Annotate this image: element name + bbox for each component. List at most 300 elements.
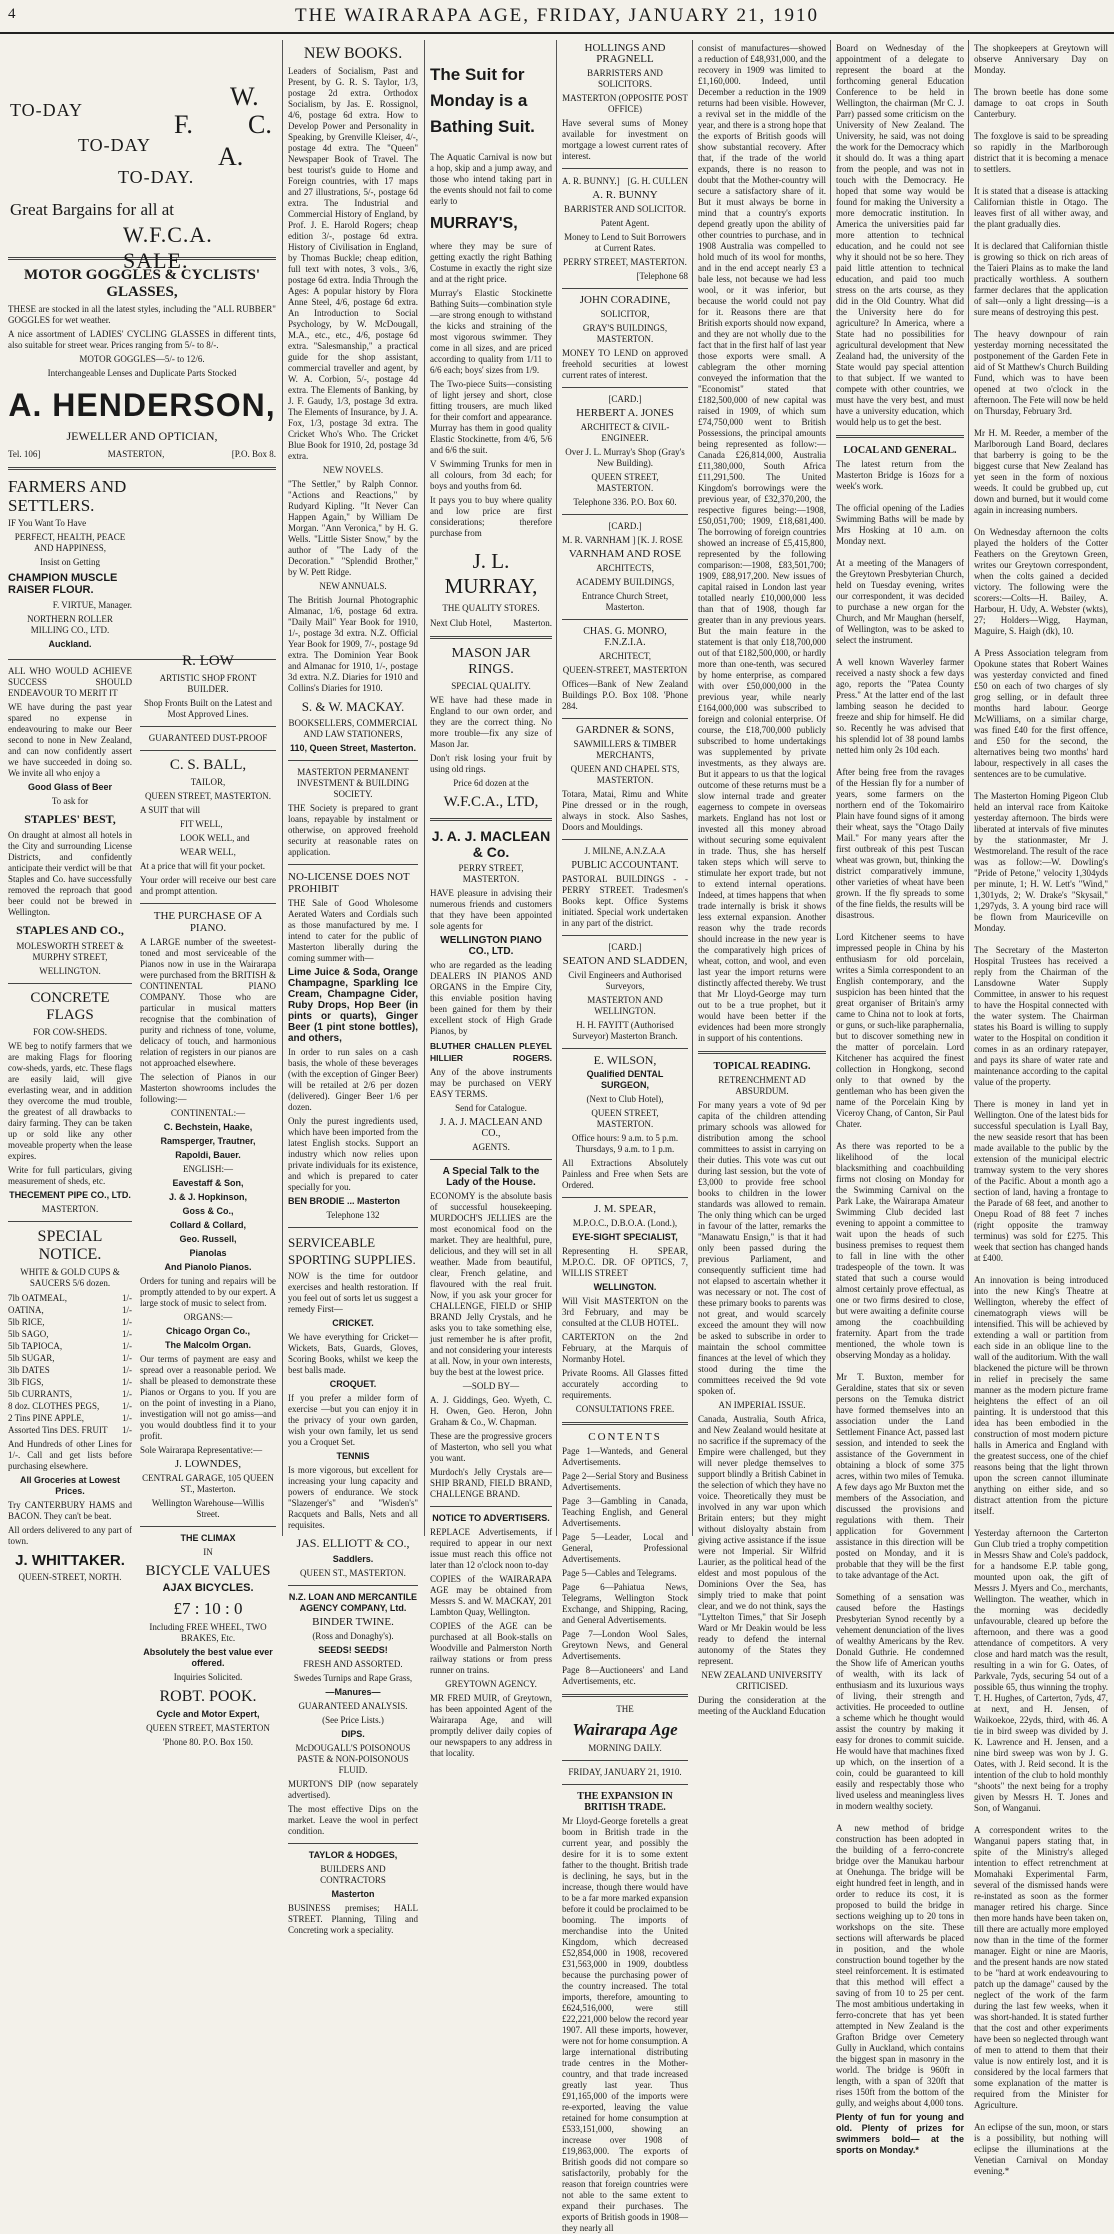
dealers-text: who are regarded as the leading DEALERS IN PIANOS AND ORGANS in the Empire City, this enviable position having been gained for them by their excellent stock of High Grade Pianos, by [430,960,552,1036]
maclean-agents: J. A. J. MACLEAN AND CO., [439,1117,543,1139]
column-rule [968,40,969,1536]
grocery-row [8,1316,132,1328]
instruments-text: Any of the above instruments may be purchased on VERY EASY TERMS. [430,1067,552,1099]
private-text: Private Rooms. All Glasses fitted accurately according to requirements. [562,1368,688,1400]
column-6 [836,40,964,2155]
whittaker-ad [8,1228,132,1583]
mason-sub: SPECIAL QUALITY. [451,681,531,691]
maker-line: Rapoldi, Bauer. [175,1150,241,1160]
wellington-piano: WELLINGTON PIANO CO., LTD. [440,935,542,957]
in-text: IN [203,1547,213,1557]
grocery-row [8,1424,132,1436]
bicycle-values: BICYCLE VALUES [145,1563,271,1579]
column-rule [282,40,283,1536]
drinks-list: Lime Juice & Soda, Orange Champagne, Sparkling Ice Cream, Champagne Cider, Ruby Drops, Hop Beer (in pints or quarts), Ginger Beer (1 pint stone bottles), and others, [288,967,418,1044]
low-name: R. LOW [182,653,234,669]
academy-text: ACADEMY BUILDINGS, [575,577,675,587]
pays-text: It pays you to buy where quality and low price are first considerations; therefore purchase from [430,495,552,538]
morning-daily: MORNING DAILY. [588,1743,662,1753]
representing-text: Representing H. SPEAR, M.P.O.C. DR. OF OPTICS, 7, WILLIS STREET [562,1246,688,1278]
ball-ad [140,757,276,897]
manures-heading: —Manures— [325,1687,381,1697]
suit-line: WEAR WELL, [180,847,236,857]
dips-heading: DIPS. [341,1729,365,1739]
wfca-letter: F. [174,110,193,139]
ball-address: QUEEN STREET, MASTERTON. [144,791,272,801]
books-heading: NEW BOOKS. [303,45,403,62]
business-text: BUSINESS premises; HALL STREET. Planning, Tiling and Concreting work a speciality. [288,1903,418,1935]
jones-street: QUEEN STREET, MASTERTON. [591,472,659,493]
suit-line: FIT WELL, [180,819,223,829]
grocery-price: 1/- [122,1317,132,1327]
grocery-row [8,1412,132,1424]
column-rule [830,40,831,1536]
spear-wellington: WELLINGTON. [593,1282,657,1292]
brand-name: BLUTHER [430,1041,471,1051]
pook-name: ROBT. POOK. [159,1688,257,1705]
croquet-label: CROQUET. [329,1379,377,1389]
card-label: [CARD.] [608,521,642,531]
retrenchment-heading: RETRENCHMENT AD ABSURDUM. [718,1075,806,1096]
pook-ad [140,1533,276,1748]
piano-ad [140,910,276,1520]
grocery-row [8,1304,132,1316]
coradine-name: JOHN CORADINE, [579,294,671,306]
low-sub: ARTISTIC SHOP FRONT BUILDER. [159,673,257,694]
today-heading: TO-DAY [10,100,84,120]
grocery-price: 1/- [122,1425,132,1435]
seaton-address: MASTERTON AND WELLINGTON. [587,995,663,1016]
suit-monday-heading: The Suit for Monday is a Bathing Suit. [430,65,535,136]
builders-town: Masterton [331,1889,375,1899]
cement-company: THECEMENT PIPE CO., LTD. [9,1190,131,1200]
outdoor-text: NOW is the time for outdoor exercises and health restoration. If you feel out of sorts let us suggest a remedy First— [288,1271,418,1314]
pastoral-text: PASTORAL BUILDINGS - - PERRY STREET. Tradesmen's Books kept. Office Systems initiated. Special work undertaken in any part of the district. [562,874,688,928]
jones-address: Over J. L. Murray's Shop (Gray's New Building). [565,447,685,468]
two-piece-text: The Two-piece Suits—consisting of light jersey and short, close fitting trousers, are much liked for their comfort and appearance. Murray has them in good quality Elastic Stockinette, from 4/6, 5/6 and 6/6 the suit. [430,379,552,455]
concrete-write: Write for full particulars, giving measurement of sheds, etc. [8,1165,132,1186]
croquet-text: If you prefer a milder form of exercise —but you can enjoy it in the privacy of your own garden, wish your own family, let us send you a Croquet Set. [288,1393,418,1447]
contents-item: Page 6—Pahiatua News, Telegrams, Wellington Stock Exchange, and Shipping, Racing, and General Advertisements. [562,1582,688,1625]
murdoch-text: Murdoch's Jelly Crystals are—SHIP BRAND, FIELD BRAND, CHALLENGE BRAND. [430,1467,552,1499]
wilson-name: E. WILSON, [593,1053,657,1067]
low-text: Shop Fronts Built on the Latest and Most Approved Lines. [144,698,272,719]
grocery-item: 5lb TAPIOCA, [8,1341,63,1351]
cash-basis: In order to run sales on a cash basis, the whole of these beverages (with the exception of Ginger Beer) will be retailed at 2/6 per dozen (delivered). Ginger Beer 1/6 per dozen. [288,1047,418,1112]
maker-line: J. & J. Hopkinson, [168,1192,247,1202]
telephone-number: Tel. 106] [8,449,41,459]
piano-text: A LARGE number of the sweetest-toned and most serviceable of the Pianos now in use in the Wairarapa were purchased from the BRITISH & CONTINENTAL PIANO COMPANY. Those who are particular in musical matters recognise that the combination of purity and richness of tone, volume, delicacy of touch, and harmonious relation of registers in our pianos are not approached elsewhere. [140,937,276,1068]
jl-murray-name: J. L. MURRAY, [444,549,538,598]
cups-text: WHITE & GOLD CUPS & SAUCERS 5/6 dozen. [20,1267,120,1288]
eyesight-specialist: EYE-SIGHT SPECIALIST, [572,1232,678,1242]
cow-sheds-text: FOR COW-SHEDS. [32,1027,107,1037]
mason-heading: MASON JAR RINGS. [451,646,531,677]
ajax-bicycles: AJAX BICYCLES. [162,1582,254,1594]
copies-text: COPIES of the WAIRARAPA AGE may be obtained from Messrs S. and W. MACKAY, 201 Lambton Quay, Wellington. [430,1574,552,1617]
contents-item: Page 3—Gambling in Canada, Teaching English, and General Advertisements. [562,1496,688,1528]
card-label: [CARD.] [608,394,642,404]
wfca-letter: W. [230,82,259,111]
dust-proof: GUARANTEED DUST-PROOF [148,733,268,743]
accountant-text: PUBLIC ACCOUNTANT. [571,860,679,871]
whittaker-name: J. WHITTAKER. [15,1552,125,1569]
gray-buildings: GRAY'S BUILDINGS, MASTERTON. [582,323,668,344]
fresh-text: FRESH AND ASSORTED. [303,1659,403,1669]
special-notice-heading: SPECIAL NOTICE. [37,1228,103,1263]
grocery-price: 1/- [122,1413,132,1423]
totara-text: Totara, Matai, Rimu and White Pine dressed or in the rough, always in stock. Also Sashes, Doors and Mouldings. [562,789,688,832]
newspaper-title: THE WAIRARAPA AGE, FRIDAY, JANUARY 21, 1910 [295,5,819,26]
hollings-name: HOLLINGS AND PRAGNELL [584,42,666,65]
column-7 [974,40,1108,2176]
organ-line: Chicago Organ Co., [165,1326,250,1336]
warehouse-text: Wellington Warehouse—Willis Street. [151,1498,265,1519]
cullen-name: [G. H. CULLEN [627,176,688,186]
achieve-heading: ALL WHO WOULD ACHIEVE SUCCESS SHOULD ENDEAVOUR TO MERIT IT [8,666,132,698]
grocery-item: 5lb SAGO, [8,1329,49,1339]
contents-item: Page 7—London Wool Sales, Greytown News, and General Advertisements. [562,1629,688,1661]
grocery-item: 3lb FIGS, [8,1377,44,1387]
po-box: [P.O. Box 8. [231,449,276,459]
tennis-text: Is more vigorous, but excellent for increasing your lung capacity and powers of endurance. We stock "Slazenger's" and "Wisden's" Racquets and Balls, Nets and all requisites. [288,1465,418,1530]
lowndes-address: CENTRAL GARAGE, 105 QUEEN ST., Masterton. [142,1473,274,1494]
maclean-name: J. A. J. MACLEAN & Co. [431,828,551,860]
grocery-price: 1/- [122,1293,132,1303]
cement-town: MASTERTON. [41,1204,99,1214]
seeds-heading: SEEDS! SEEDS! [318,1645,388,1655]
trunks-text: V Swimming Trunks for men in all colours, from 3d each; for boys and youths from 6d. [430,459,552,491]
maker-line: And Pianolo Pianos. [164,1262,252,1272]
champion-flour: CHAMPION MUSCLE RAISER FLOUR. [8,572,118,596]
goggles-heading: MOTOR GOGGLES & CYCLISTS' GLASSES, [23,267,261,300]
pook-address: QUEEN STREET, MASTERTON [146,1723,270,1733]
opposite-text: MASTERTON (OPPOSITE POST OFFICE) [562,93,688,114]
contents-item: Page 5—Cables and Telegrams. [562,1568,677,1578]
replace-text: REPLACE Advertisements, if required to appear in our next issue must reach this office not later than 12 o'clock noon to-day [430,1527,552,1570]
great-bargains: Great Bargains for all at [10,200,174,219]
concrete-text: WE beg to notify farmers that we are making Flags for flooring cow-sheds, yards, etc. These flags are easily laid, will give everlasting wear, and in addition they overcome the mud trouble, the greatest of all drawbacks to dairy farming. They can be taken up or sold like any other moveable property when the lease expires. [8,1041,132,1161]
mackay-address: 110, Queen Street, Masterton. [289,743,417,753]
grocery-item: 8 doz. CLOTHES PEGS, [8,1401,100,1411]
lenses-text: Interchangeable Lenses and Duplicate Parts Stocked [47,368,237,378]
canterbury-text: Try CANTERBURY HAMS and BACON. They can't be beat. [8,1500,132,1521]
grocery-price: 1/- [122,1305,132,1315]
novels-heading: NEW NOVELS. [322,465,384,475]
extractions-text: All Extractions Absolutely Painless and Free when Sets are Ordered. [562,1158,688,1190]
brand-name: PLEYEL [518,1041,552,1051]
molesworth-address: MOLESWORTH STREET & MURPHY STREET, [16,941,124,962]
suit-line: LOOK WELL, and [180,833,250,843]
organs-label: ORGANS:— [183,1312,233,1322]
continental-label: CONTINENTAL:— [170,1108,246,1118]
wfca-letter: C. [248,110,272,139]
topical-heading: TOPICAL READING. [713,1061,811,1072]
brodie-telephone: Telephone 132 [326,1210,380,1220]
grocery-row [8,1376,132,1388]
building-text: THE Society is prepared to grant loans, repayable by instalment or otherwise, on approved freehold security at reasonable rates on application. [288,803,418,857]
delivered-text: All orders delivered to any part of town. [8,1525,132,1546]
goggles-text: THESE are stocked in all the latest styles, including the "ALL RUBBER" GOGGLES for wet weather. [8,304,276,325]
grocery-item: 5lb SUGAR, [8,1353,55,1363]
sawmillers-text: SAWMILLERS & TIMBER MERCHANTS, [573,739,677,760]
pook-phone: 'Phone 80. P.O. Box 150. [162,1737,254,1747]
milne-name: J. MILNE, A.N.Z.A.A [584,846,666,856]
university-continued: Board on Wednesday of the appointment of a delegate to represent the board at the forthcoming general Education Conference to be held in Wellington, the chairman (Mr C. J. Parr) passed some criticism on the University of New Zealand. The University, he said, was not doing the work for the Democracy which it should do. It was a thing apart from the people, and was not in touch with the Democracy. He hoped that some way would be found for making the University a more democratic institution. In America the universities paid far more attention to technical education, and he could not see why it should not be so here. They paid little attention to technical education, and paid too much stress on the arts course, as they did in the Old Country. What did the University here do for agriculture? In America, where a State had no possibilities for agricultural development that New Zealand had, the university of the State would pay special attention to that subject. If we wanted to compete with other countries, we must have the very best, and must have a university education, which would help us to get the best. [836,43,964,427]
goggles-price: MOTOR GOGGLES—5/- to 12/6. [79,354,205,364]
solicitor-text: SOLICITOR, [600,309,650,319]
architects-text: ARCHITECTS, [596,563,654,573]
maker-line: C. Bechstein, Haake, [163,1122,253,1132]
today-heading: TO-DAY. [118,167,195,187]
grocery-item: 5lb CURRANTS, [8,1389,73,1399]
catalogue-text: Send for Catalogue. [455,1103,527,1113]
wellington-text: WELLINGTON. [39,966,101,976]
queen-chapel: QUEEN AND CHAPEL STS, MASTERTON. [570,764,680,785]
binder-sub: (Ross and Donaghy's). [312,1631,394,1641]
elliott-name: JAS. ELLIOTT & CO., [296,1536,410,1550]
monro-address: QUEEN-STREET, MASTERTON [562,665,688,675]
english-label: ENGLISH:— [183,1164,233,1174]
jones-telephone: Telephone 336. P.O. Box 60. [573,497,677,507]
contents-item: Page 5—Leader, Local and General, Professional Advertisements. [562,1532,688,1564]
effective-text: The most effective Dips on the market. Leave the wool in perfect condition. [288,1804,418,1836]
grocery-item: OATINA, [8,1305,44,1315]
column-rule [424,40,425,1536]
auckland-text: Auckland. [48,639,92,649]
grocery-row [8,1400,132,1412]
british-trade-heading: THE EXPANSION IN BRITISH TRADE. [577,1791,673,1813]
jeweller-text: JEWELLER AND OPTICIAN, [66,429,218,443]
column-rule [556,40,557,1536]
local-news-text: The shopkeepers at Greytown will observe Anniversary Day on Monday. The brown beetle has done some damage to oat crops in South Canterbury. The foxglove is said to be spreading so rapidly in the Marlborough district that it is becoming a menace to settlers. It is stated that a disease is attacking Californian thistle in Otago. The leaves first of all wither away, and the plant gradually dies. It is declared that Californian thistle is growing so thick on rich areas of the Taieri Plains as to make the land practically worthless. A southern farmer declares that the application of salt—only a light dressing—is a sure means of destroying this pest. The heavy downpour of rain yesterday morning necessitated the postponement of the Garden Fete in aid of St Matthew's Church Building Fund, which was to have been opened at two o'clock in the afternoon. The Fete will now be held on Thursday, February 3rd. Mr H. M. Reeder, a member of the Marlborough Land Board, declares that barberry is going to be the biggest curse that New Zealand has yet seen in the form of noxious weeds. It could be grubbed up, cut down and burned, but it would come again in increasing numbers. On Wednesday afternoon the colts played the holders of the Cotter Feathers on the Greytown Green, writes our Greytown correspondent, when the colts gained a decided victory. The following were the scorers:—Colts—H. Bailey, A. Harbour, H. Udy, A. Webster (wkts), 27; Holders—Wigg, Hayman, Maguire, S. Haigh (dk), 10. A Press Association telegram from Opokune states that Robert Waines was yesterday convicted and fined £50 on each of two charges of sly grog selling, or in default three months hard labour. George McWilliams, on a similar charge, was fined £40 for the first offence, and £50 for the second, the alternatives being two months' hard labour, respectively in all cases the sentences are to be cumulative. The Masterton Homing Pigeon Club held an interval race from Kaitoke yesterday afternoon. The birds were liberated at intervals of five minutes by the stationmaster, Mr J. Westmoreland. The result of the race was as follow:—W. Dowling's "Pride of Petone," velocity 1,304yds per minute, 1; H. W. Lett's "Wind," 1,301yds, 2; W. Drake's "Skysail," 1,297yds, 3. A young bird race will be flown from Mauriceville on Monday. The Secretary of the Masterton Hospital Trustees has received a reply from the Chairman of the Lansdowne Water Supply Committee, in answer to his request to have the Hospital connected with the water system. The Chairman states his Board is willing to supply water to the Hospital on condition it comes in as an ordinary ratepayer, and pays its share of water rate and maintenance according to the capital value of the property. There is money in land yet in Wellington. One of the latest bids for successful speculation is Lyall Bay, the new seaside resort that has been made available to the public by the extension of the municipal electric tramway system to the very shores of the Pacific. About a month ago a section of land, having a frontage to the Parade of 68 feet, and another to Onepu Road of 88 feet 7 inches (right opposite the tramway terminus) was sold for £275. This week that section has changed hands at £400. An innovation is being introduced into the new King's Theatre at Wellington, whereby the effect of cinematograph views will be intensified. This will be achieved by extending a wall or partition from each side in an oblique line to the wall of the auditorium. With the wall blackened the picture will be thrown in relief in precisely the same manner as the modern picture frame heightens the effect of an oil painting. It is understood that this idea has been embodied in the construction of most modern picture halls in America and England with the greatest success, one of the chief reasons being that the light thrown upon the screen cannot illuminate anything on either side, and so distract attention from the picture itself. Yesterday afternoon the Carterton Gun Club tried a trophy competition in Messrs Shaw and Cole's paddock, for a handsome E.P. table gong, mounted upon oak, the gift of Messrs J. Myers and Co., merchants, Wellington. The weather, which in the morning was decidedly unfavourable, cleared up before the afternoon, and there was a good attendance of competitors. A very close and hard match was the result, resulting in a win for G. Oates, of Parkvale, 7yds, securing 54 out of a possible 65, thus winning the trophy. T. H. Hughes, of Carterton, 7yds, 47, at next, and H. Jensen, of Waikoekoe, 22yds, third, with 46. A tie in bird sweep was divided by J. K. Lawrence and H. Jensen, and a nine bird sweep was won by J. G. Oates, with J. Reid second. It is the intention of the club to hold monthly "shoots" the next being for a trophy given by Messrs H. T. Jones and Son, of Wanganui. A correspondent writes to the Wanganui papers stating that, in spite of the Ministry's alleged intention to effect retrenchment at Momahaki Experimental Farm, several of the dismissed hands were re-instated as soon as the former manager retired his charge. Since then more hands have been taken on, till there are actually more employed now than in the time of the former manager. Eight or nine are Maoris, and the present hands are now stated to be "hard at work endeavouring to patch up the damage" caused by the neglect of the work of the farm during the last few weeks, when it was short-handed. It is stated further that the cost and other experiments have been so neglected through want of men to attend to them that their value is now entirely lost, and it is considered by the local farmers that some explanation of the matter is required from the Minister for Agriculture. An eclipse of the sun, moon, or stars is a possibility, but nothing will eclipse the illuminations at the Venetian Carnival on Monday evening.* [974,43,1108,2176]
paper-the: THE [616,1704,634,1714]
annuals-heading: NEW ANNUALS. [319,581,387,591]
brand-name: CHALLEN [474,1041,516,1051]
low-ad [140,653,276,744]
grocery-row [8,1292,132,1304]
civil-text: Civil Engineers and Authorised Surveyors, [568,970,682,991]
sellers-list: A. J. Giddings, Geo. Wyeth, C. H. Owen, Geo. Heron, John Graham & Co., W. Chapman. [430,1395,552,1427]
builders-text: BUILDERS AND CONTRACTORS [320,1864,386,1885]
milling-company: NORTHERN ROLLER MILLING CO., LTD. [27,614,113,635]
grocery-price: 1/- [122,1377,132,1387]
ajax-price: £7 : 10 : 0 [173,1599,243,1618]
next-club: Next Club Hotel, [430,618,492,628]
sold-by: —SOLD BY— [462,1381,520,1391]
issue-date: FRIDAY, JANUARY 21, 1910. [568,1767,682,1777]
grocery-row [8,1364,132,1376]
concrete-ad [8,990,132,1215]
loan-agency-ad [288,1592,418,1837]
mackay-sub: BOOKSELLERS, COMMERCIAL AND LAW STATIONERS, [288,718,418,739]
office-hours: Office hours: 9 a.m. to 5 p.m. Thursdays, 9 a.m. to 1 p.m. [571,1133,679,1154]
tuning-text: Orders for tuning and repairs will be promptly attended to by our expert. A large stock of music to select from. [140,1276,276,1308]
grocery-item: 3lb DATES [8,1365,50,1375]
swedes-text: Swedes Turnips and Rape Grass, [293,1673,413,1683]
grocery-item: 5lb RICE, [8,1317,45,1327]
whittaker-address: QUEEN-STREET, NORTH. [18,1572,122,1582]
murrays-name: MURRAY'S, [430,215,518,232]
paper-name: Wairarapa Age [572,1720,678,1739]
column-3 [430,40,552,1758]
maker-line: Ramsperger, Trautner, [160,1136,256,1146]
to-ask: To ask for [51,796,89,806]
ball-order: Your order will receive our best care and prompt attention. [140,875,276,896]
contents-heading: CONTENTS [588,1431,662,1443]
including-text: Including FREE WHEEL, TWO BRAKES, Etc. [149,1622,267,1643]
bunny-heading: A. R. BUNNY [592,189,658,201]
good-glass: Good Glass of Beer [27,782,113,792]
wfca-ltd: W.F.C.A., LTD, [443,794,539,810]
spear-name: J. M. SPEAR, [593,1203,657,1215]
economy-text: ECONOMY is the absolute basis of successful housekeeping. MURDOCH'S JELLIES are the most economical food on the market. They are healthful, pure, delicious, and they will set in all weather. Made from beautiful, clear, French gelatine, and flavoured with the real fruit. Now, if you ask your grocer for CHALLENGE, FIELD or SHIP BRAND Jelly Crystals, and he asks you to take something else, just remember he is after profit, and not considering your interests at all. Now, in your own interests, buy the best at the lowest price. [430,1191,552,1377]
grocery-list [8,1292,132,1436]
tailor-text: TAILOR, [190,777,226,787]
town-name: MASTERTON, [107,449,165,459]
maker-line: Eavestaff & Son, [172,1178,244,1188]
grocery-item: 2 Tins PINE APPLE, [8,1413,85,1423]
university-text: During the consideration at the meeting of the Auckland Education [698,1695,826,1716]
seaton-name: SEATON AND SLADDEN, [562,955,688,967]
maker-line: Goss & Co., [182,1206,234,1216]
mason-fruit: Don't risk losing your fruit by using old rings. [430,753,552,774]
varnham-heading: VARNHAM AND ROSE [568,548,682,560]
grocery-price: 1/- [122,1365,132,1375]
varnham-names: M. R. VARNHAM ] [K. J. ROSE [562,535,683,545]
bunny-name: A. R. BUNNY.] [562,176,620,186]
elastic-text: Murray's Elastic Stockinette Bathing Suits—combination style—are strong enough to withstand the kicks and straining of the most vigorous swimmer. They come in all sizes, and are priced according to quality from 1/11 to 6/6 each; boys' sizes from 1/9. [430,288,552,375]
grocery-price: 1/- [122,1389,132,1399]
lowest-prices: All Groceries at Lowest Prices. [19,1475,121,1496]
copies-text: COPIES of the AGE can be purchased at all Book-stalls on Woodville and Palmerston North railway stations or from press runner on trains. [430,1621,552,1675]
books-text: Leaders of Socialism, Past and Present, by G. R. S. Taylor, 1/3, postage 2d extra. Orthodox Socialism, by Jas. E. Rossignol, 4/6, postage 6d extra. How to Develop Power and Personality in Speaking, by Grenville Kleiser, 4/-, postage 4d extra. The "Queen" Newspaper Book of Travel. The best tourist's guide to Home and Foreign countries, with 17 maps and 27 illustrations, 5/-, postage 6d extra. The Industrial and Commercial History of England, by Prof. J. E. Harold Rogers; cheap edition 3/-, postage 6d extra. History of Civilisation in England, by Thomas Buckle; cheap edition, full text with notes, 3 vols., 3/6, postage 6d extra. India Through the Ages: A popular history by Flora Anne Steel, 4/6, postage 6d extra. An Introduction to Social Psychology, by W. McDougall, M.A., etc., etc., 4/6, postage 6d extra. "Salesmanship," a practical guide for the shop assistant, commercial traveller and agent, by W. A. Corbion, 5/-, postage 4d extra. The Elements of Banking, by J. F. Gaudy, 1/3, postage 3d extra. The Elements of Insurance, by J. A. Fox, 1/3, postage 3d extra. The Cricket Who's Who. The Cricket Blue Book for 1910, 2d, postage 3d extra. [288,66,418,461]
mason-price: Price 6d dozen at the [453,778,529,788]
university-heading: NEW ZEALAND UNIVERSITY CRITICISED. [701,1670,823,1691]
ingredients-text: Only the purest ingredients used, which have been imported from the latest English stocks. Support an industry which now relies upon private individuals for its existence, and which is prepared to cater specially for you. [288,1116,418,1192]
murrays-text: where they may be sure of getting exactly the right Bathing Costume in exactly the right size and at the right price. [430,241,552,284]
mason-text: WE have had these made in England to our own order, and they are the correct thing. No more trouble—fix any size of Mason Jar. [430,695,552,749]
nolicense-ad [288,871,418,1221]
organ-terms: Our terms of payment are easy and spread over a reasonable period. We shall be pleased to demonstrate these Pianos or Organs to you. If you are on the point of investing in a Piano, investigation will not go amiss—and you would doubtless find it to your profit. [140,1354,276,1441]
greytown-text: MR FRED MUIR, of Greytown, has been appointed Agent of the Wairarapa Age, and will promptly deliver daily copies of our newspapers to any address in that locality. [430,1693,552,1758]
annuals-text: The British Journal Photographic Almanac, 1/6, postage 6d extra. "Daily Mail" Year Book for 1910, 1/-, postage 3d extra. N.Z. Official Year Book for 1909, 7/-, postage 9d extra. The Dominion Year Book and Almanac for 1910, 1/-, postage 3d extra. N.Z. Diaries for 1910 and Collins's Diaries for 1910. [288,595,418,693]
column-4 [562,40,688,2233]
notice-heading: NOTICE TO ADVERTISERS. [432,1513,550,1523]
jones-sub: ARCHITECT & CIVIL-ENGINEER. [580,422,670,443]
sale-heading: W.F.C.A. SALE. [123,222,213,273]
money-lend: Money to Lend to Suit Borrowers at Current Rates. [564,232,686,253]
staples-ad [8,666,132,977]
grocery-price: 1/- [122,1353,132,1363]
masthead [0,0,1114,34]
british-trade-continued: consist of manufactures—showed a reduction of £48,931,000, and the recovery in 1909 was limited to £1,160,000. Indeed, until December a reduction in the 1909 returns had been visible. However, a revival set in the middle of the year, and there is a strong hope that the exports of British goods will show substantial recovery. After that, if the trade of the world expands, there is no reason to doubt that the Mother-country will secure a satisfactory share of it. But it must always be borne in mind that a country's exports depend greatly upon the ability of other countries to purchase, and in 1908 Australia was compelled to hold much of its wool for months, and in the end accept nearly £3 a bale less, not because we had less wool, or it was inferior, but because the world could not pay for it. Reasons there are that British exports should now expand, and they are not wholly due to the fact that in the first half of last year those exports were small. A cablegram the other morning conveyed the information that the "Economist" stated that £182,500,000 of new capital was raised in 1909, of which sum £74,750,000 went to British Possessions, the principal amounts being represented as follow:—Canada £26,814,000, Australia £11,380,000, South Africa £11,291,500. The United Kingdom's borrowings were the previous year, of £32,370,200, the respective figures being:—1908, £50,051,700; 1909, £18,681,400. The borrowing of foreign countries showed an increase of £5,415,800, represented by the following comparison:—1908, £83,501,700; 1909, £88,917,200. New issues of capital raised in London last year totalled nearly £10,000,000 less than that of 1908, though far greater than in any previous years. But the main feature in the statement is that only £18,700,000 out of that £182,500,000, or hardly more than one-tenth, was secured by home enterprise, as compared with over £50,000,000 in the previous year, while nearly £164,000,000 was subscribed to foreign and colonial enterprise. Of course, the £18,700,000 publicly subscribed to home undertakings was supplemented by private investments, as they always are. But it appears to us that the logical outcome of these returns must be a slow internal trade and greater eagerness to compete in overseas markets. England has not lost or invested all this money abroad without securing some equivalent in trade. Thus, she has herself taken steps which will serve to stimulate her export trade, but not to extend internal operations. Indeed, at times happens that when trade internally is brisk it shows less external expansion. Another reason why the trade records should increase in the new year is the comparatively high prices of wheat, cotton, and wool, and even last year the import returns were distinctly affected thereby. We trust that Mr Lloyd-George may turn out to be a true prophet, but it would have been better if the evidences had been more strongly in support of his contentions. [698,43,826,1043]
saddlers-text: Saddlers. [332,1554,374,1564]
column-rule [692,40,693,1536]
entrance-text: Entrance Church Street, Masterton. [581,591,669,612]
glasses-text: A nice assortment of LADIES' CYCLING GLASSES in different tints, also suitable for street wear. Prices ranging from 5/- to 8/-. [8,329,276,350]
grocery-price: 1/- [122,1341,132,1351]
special-talk: A Special Talk to the Lady of the House. [442,1166,540,1188]
cricket-label: CRICKET. [332,1318,374,1328]
goggles-ad [8,267,276,460]
maker-line: Pianolas [189,1248,227,1258]
farmers-heading: FARMERS AND SETTLERS. [8,477,127,515]
grocery-item: Assorted Tins DES. FRUIT [8,1425,108,1435]
consultations-text: CONSULTATIONS FREE. [575,1404,675,1414]
nolicense-heading: NO-LICENSE DOES NOT PROHIBIT [288,871,410,895]
murray-town: Masterton. [513,618,552,628]
sporting-ad [288,1234,418,1579]
jellies-ad [430,1166,552,1500]
grocery-price: 1/- [122,1329,132,1339]
quality-stores: THE QUALITY STORES. [442,603,540,613]
local-general-heading: LOCAL AND GENERAL. [843,445,957,456]
farmers-text: IF You Want To Have [8,518,87,528]
insist-text: Insist on Getting [40,557,100,567]
card-label: [CARD.] [608,942,642,952]
staples-best: STAPLES' BEST, [24,812,116,826]
guaranteed-text: GUARANTEED ANALYSIS. [298,1701,408,1711]
local-general-text: The latest return from the Masterton Bridge is 16ozs for a week's work. The official opening of the Ladies Swimming Baths will be made by Mrs Hosking at 10 a.m. on Monday next. At a meeting of the Managers of the Greytown Presbyterian Church, held on Tuesday evening, writes our correspondent, it was decided to purchase a new organ for the Church, and Mr Maughan (herself, of Wellington, was to be asked to select the instrument. A well known Waverley farmer received a nasty shock a few days ago, reports the "Patea County Press." At the latter end of the last lambing season he decided to freeze and ship for himself. He did so. Recently he was advised that his splendid lot of 38 pound lambs netted him only 2s 10d each. After being free from the ravages of the Hessian fly for a number of years, some farmers on the northern end of the Tokomairiro Plain have found signs of it among their wheat, says the "Otago Daily Mail." For many years after the first outbreak of this pest Tuscan wheat was grown, but, thinking the district comparatively immune, other varieties of wheat have been grown. If the fly spreads to some of the fine fields, the results will be disastrous. Lord Kitchener seems to have impressed people in China by his enthusiasm for old porcelain, writes a Simla correspondent to an English contemporary, and the suspicion has been hinted that the great organiser of Britain's army came to China not to look at forts, or guns, or such-like paraphernalia, but to discover something new in the matter of porcelain. Lord Kitchener has acquired the finest collection in Hongkong, second only to that owned by the gentleman who has been given the name of the Porcelain King by Viceroy Chang, of Canton, Sir Paul Chater. As there was reported to be a likelihood of the local blacksmithing and coachbuilding firms not closing on Monday for the Swimming Carnival on the Park Lake, the Wairarapa Amateur Swimming Club decided last evening to appoint a committee to wait upon the heads of such business premises to request them to fall in line with the other tradespeople of the town. It was stated that such a course would almost certainly prove effectual, as one or two firms desired to close, but were awaiting a definite course among the coachbuilding fraternity. Apart from the trade mentioned, the whole town is observing Monday as a holiday. Mr T. Buxton, member for Geraldine, states that six or seven persons on the Temuka district have formed themselves into an association under the Land Settlement Finance Act, passed last session, and intended to seek the assistance of the Government in obtaining a block of some 375 acres, within two miles of Temuka. A few days ago Mr Buxton met the members of the Association, and discussed the provisions and regulations with them. Their application for Government assistance in this direction will be posted on Monday, and it is probable that they will be the first to take advantage of the Act. Something of a sensation was caused before the Hastings Presbyterian Synod recently by a vehement denunciation of the lives of wealthy Americans by the Rev. Donald Guthrie. He condemned the Show life of American youths of wealth, with its lack of enthusiasm and its luxurious ways of living, their strength and activities. He proceeded to outline a scheme which he thought would assist the country by making it easy for drones to commit suicide. He would have that machines fixed up which, on the insertion of a coin, could be guaranteed to kill easily and respectably those who lived useless and meaningless lives in modern wealthy society. A new method of bridge construction has been adopted in the building of a ferro-concrete bridge over the Manukau harbour at Onehunga. The bridge will be eight hundred feet in length, and in order to reduce its cost, it is proposed to build the bridge in sections weighing up to 20 tons in workshops on the site. These sections will afterwards be placed in position, and the whole construction bound together by the steel reinforcement. It is estimated that this method will effect a saving of from 10 to 25 per cent. The most ambitious undertaking in ferro-concrete that has yet been attempted in New Zealand is the Grafton Bridge over Cemetery Gully in Auckland, which contains the biggest span in masonry in the world. The bridge is 960ft in length, with a span of 320ft that rises 150ft from the bottom of the gully, and weighs about 4,000 tons. [836,459,964,2108]
page-number: 4 [8,6,16,22]
grocery-row [8,1340,132,1352]
visit-text: Will Visit MASTERTON on the 3rd February, and may be consulted at the CLUB HOTEL. [562,1296,688,1328]
fayitt-text: H. H. FAYITT (Authorised Surveyor) Masterton Branch. [572,1020,678,1041]
contents-item: Page 2—Serial Story and Business Advertisements. [562,1471,688,1492]
wilson-next: (Next to Club Hotel), [586,1094,664,1104]
maker-line: Geo. Russell, [179,1234,237,1244]
perry-street: PERRY STREET, MASTERTON. [458,863,524,884]
building-society: MASTERTON PERMANENT INVESTMENT & BUILDING SOCIETY. [296,767,410,799]
draught-text: On draught at almost all hotels in the City and surrounding License Districts, and confidently anticipate their verdict will be that Staples and Co. have successfully removed the reproach that good beer could not be brewed in Wellington. [8,830,132,917]
tennis-label: TENNIS [336,1451,370,1461]
plenty-text: Plenty of fun for young and old. Plenty of prizes for swimmers bold— at the sports on Monday.* [836,2112,964,2155]
notices [430,1513,552,1759]
contents-item: Page 8—Auctioneers' and Land Advertisements, etc. [562,1665,688,1686]
grocery-item: 7lb OATMEAL, [8,1293,67,1303]
aquatic-text: The Aquatic Carnival is now but a hop, skip and a jump away, and those who intend taking part in the events should not fail to come early to [430,152,552,206]
sporting-heading: SERVICEABLE SPORTING SUPPLIES. [288,1235,416,1267]
contents-item: Page 1—Wanteds, and General Advertisements. [562,1446,688,1467]
brand-name: ROGERS. [512,1053,552,1063]
spear-quals: M.P.O.C., D.B.O.A. (Lond.), [572,1218,678,1228]
grocery-row [8,1328,132,1340]
column-1b [140,648,276,1747]
staples-co: STAPLES AND CO., [16,923,124,937]
manager-name: F. VIRTUE, Manager. [52,600,132,610]
loan-agency-name: N.Z. LOAN AND MERCANTILE AGENCY COMPANY, Ltd. [288,1592,418,1613]
piano-heading: THE PURCHASE OF A PIANO. [153,910,263,934]
farmers-ad [8,477,132,653]
dips-text: McDOUGALL'S POISONOUS PASTE & NON-POISONOUS FLUID. [295,1743,411,1775]
imperial-heading: AN IMPERIAL ISSUE. [718,1400,806,1410]
grocery-price: 1/- [122,1401,132,1411]
today-heading: TO-DAY [78,135,152,155]
hundreds-text: And Hundreds of other Lines for 1/-. Call and get lists before purchasing elsewhere. [8,1439,132,1471]
monro-office: Offices—Bank of New Zealand Buildings P.O. Box 108. 'Phone 284. [562,679,688,711]
brodie-text: THE Sale of Good Wholesome Aerated Waters and Cordials such as those manufactured by me. I intend to cater for the public of Masterton liberally during the coming summer with— [288,898,418,963]
climax-text: THE CLIMAX [180,1533,236,1543]
wilson-address: QUEEN STREET, MASTERTON. [591,1108,659,1129]
topical-text: For many years a vote of 9d per capita of the children attending primary schools was allowed for distribution among the school committees to assist in carrying on their duties. This vote was cut out during last session, but the vote of £3,000 to provide free school books to children in the lower standards was allowed to remain. The only thing which can be urged in favour of the latter, remarks the "Manawatu Ensign," is that it had only been passed during the previous Parliament, and consequently sufficient time had not elapsed to ascertain whether it was necessary or not. The cost of these primary books to parents was not great, and would scarcely exceed the amount they will now be asked to subscribe in order to maintain the school committee finances at the level of which they stood during the time the committees received the 9d vote spoken of. [698,1100,826,1396]
ball-name: C. S. BALL, [169,757,247,773]
wfca-sale-ad [8,40,276,273]
best-value: Absolutely the best value ever offered. [143,1647,273,1668]
patent-text: Patent Agent. [600,218,650,228]
maclean-text: HAVE pleasure in advising their numerous friends and customers that they have been appointed sole agents for [430,888,552,931]
see-prices: (See Price Lists.) [322,1715,384,1725]
